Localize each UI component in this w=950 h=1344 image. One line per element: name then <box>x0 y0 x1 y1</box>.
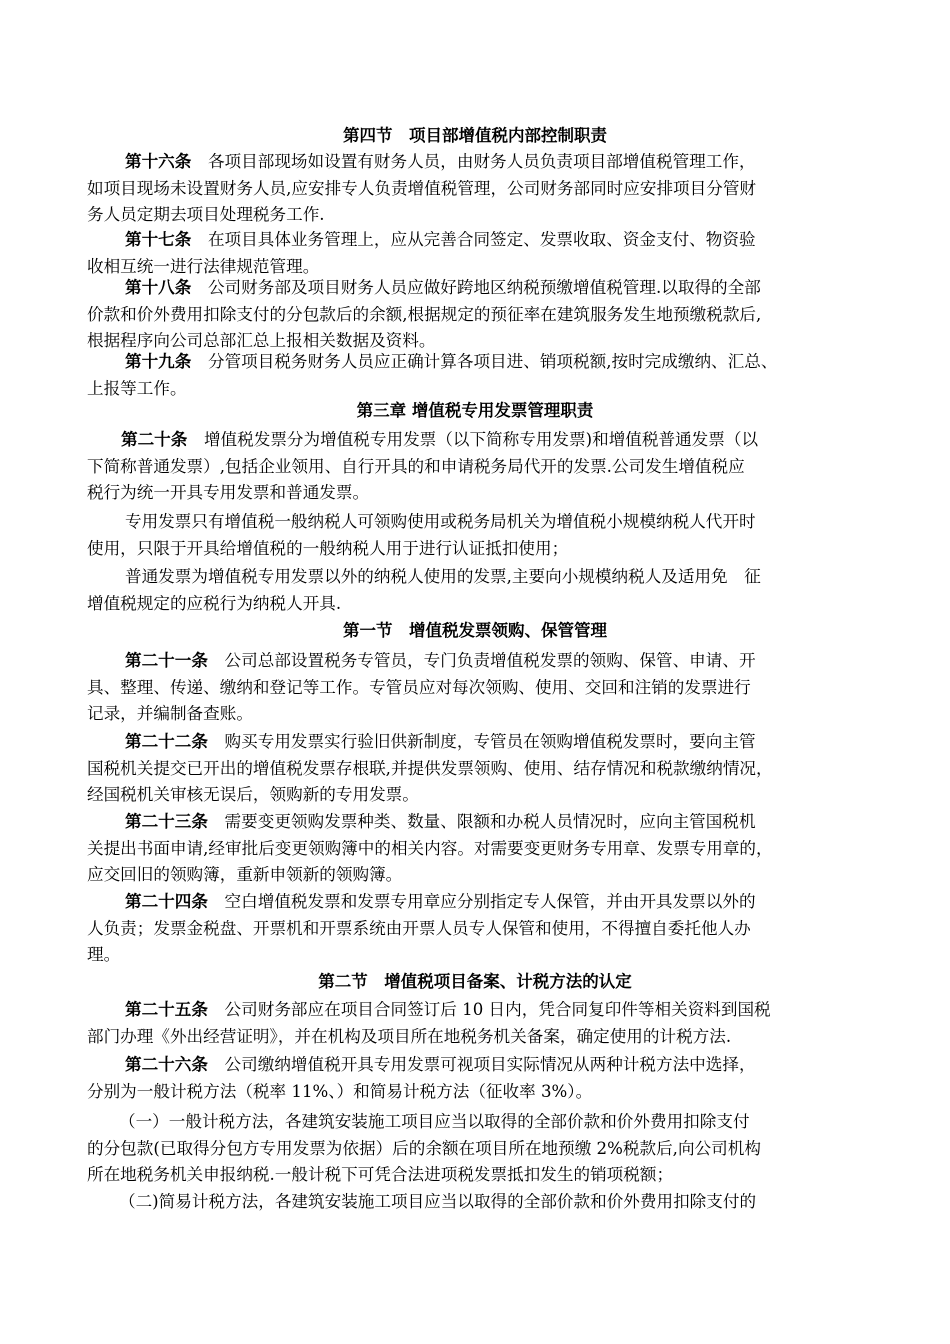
article-label: 第二十二条 <box>125 732 208 751</box>
article-label: 第二十条 <box>121 430 188 449</box>
article-21 <box>87 648 877 728</box>
article-label: 第二十四条 <box>125 892 208 911</box>
article-text: 应交回旧的领购簿，重新申领新的领购簿。 <box>87 865 403 884</box>
article-text: 务人员定期去项目处理税务工作. <box>87 205 325 224</box>
article-label: 第十九条 <box>125 352 192 371</box>
paragraph-ordinary-invoice <box>87 564 877 617</box>
article-label: 第二十一条 <box>125 651 208 670</box>
article-label: 第十七条 <box>125 230 192 249</box>
article-text: 分管项目税务财务人员应正确计算各项目进、销项税额,按时完成缴纳、汇总、 <box>191 352 778 371</box>
article-text: 上报等工作。 <box>87 378 187 398</box>
article-text: 分别为一般计税方法（税率 11%、）和简易计税方法（征收率 3%）。 <box>87 1081 593 1101</box>
article-text: 购买专用发票实行验旧供新制度，专管员在领购增值税发票时，要向主管 <box>207 732 756 751</box>
paragraph-general-method <box>87 1109 877 1189</box>
article-text: 各项目部现场如设置有财务人员，由财务人员负责项目部增值税管理工作， <box>191 152 756 171</box>
article-text: 记录，并编制备查账。 <box>87 704 253 723</box>
article-text: 部门办理《外出经营证明》，并在机构及项目所在地税务机关备案，确定使用的计税方法. <box>87 1026 732 1046</box>
paragraph-text: 的分包款(已取得分包方专用发票为依据）后的余额在项目所在地预缴 2%税款后,向公司机构 <box>87 1138 761 1158</box>
article-24 <box>87 889 877 969</box>
article-text: 国税机关提交已开出的增值税发票存根联,并提供发票领购、使用、结存情况和税款缴纳情况， <box>87 758 773 778</box>
article-26 <box>87 1052 877 1105</box>
article-label: 第十八条 <box>125 278 192 297</box>
article-text: 关提出书面申请,经审批后变更领购簿中的相关内容。对需要变更财务专用章、发票专用章的， <box>87 838 773 858</box>
article-17 <box>87 227 877 280</box>
section-heading: 第一节 增值税发票领购、保管管理 <box>343 621 607 640</box>
article-text: 公司总部设置税务专管员，专门负责增值税发票的领购、保管、申请、开 <box>207 651 756 670</box>
article-label: 第二十五条 <box>125 1000 208 1019</box>
article-text: 价款和价外费用扣除支付的分包款后的余额,根据规定的预征率在建筑服务发生地预缴税款后, <box>87 304 762 324</box>
article-16 <box>87 149 877 229</box>
paragraph-text: 使用，只限于开具给增值税的一般纳税人用于进行认证抵扣使用； <box>87 538 569 558</box>
article-text: 需要变更领购发票种类、数量、限额和办税人员情况时，应向主管国税机 <box>207 812 756 831</box>
paragraph-text: 普通发票为增值税专用发票以外的纳税人使用的发票,主要向小规模纳税人及适用免 征 <box>125 567 761 586</box>
article-text: 根据程序向公司总部汇总上报相关数据及资料。 <box>87 331 436 350</box>
paragraph-text: （二)简易计税方法，各建筑安装施工项目应当以取得的全部价款和价外费用扣除支付的 <box>119 1192 757 1211</box>
article-text: 如项目现场未设置财务人员,应安排专人负责增值税管理，公司财务部同时应安排项目分管财 <box>87 178 757 198</box>
paragraph-special-invoice <box>87 509 877 562</box>
article-text: 公司缴纳增值税开具专用发票可视项目实际情况从两种计税方法中选择， <box>207 1055 756 1074</box>
paragraph-simple-method <box>87 1189 877 1216</box>
article-text: 经国税机关审核无误后，领购新的专用发票。 <box>87 785 419 804</box>
article-text: 增值税发票分为增值税专用发票（以下简称专用发票)和增值税普通发票（以 <box>187 430 759 449</box>
article-label: 第二十三条 <box>125 812 208 831</box>
article-text: 空白增值税发票和发票专用章应分别指定专人保管，并由开具发票以外的 <box>207 892 756 911</box>
paragraph-text: 专用发票只有增值税一般纳税人可领购使用或税务局机关为增值税小规模纳税人代开时 <box>125 512 756 531</box>
article-text: 具、整理、传递、缴纳和登记等工作。专管员应对每次领购、使用、交回和注销的发票进行 <box>87 677 751 697</box>
article-text: 公司财务部应在项目合同签订后 10 日内，凭合同复印件等相关资料到国税 <box>207 1000 771 1019</box>
article-label: 第十六条 <box>125 152 192 171</box>
article-label: 第二十六条 <box>125 1055 208 1074</box>
article-text: 收相互统一进行法律规范管理。 <box>87 256 320 276</box>
paragraph-text: 增值税规定的应税行为纳税人开具. <box>87 593 342 613</box>
article-19 <box>87 349 877 402</box>
article-text: 在项目具体业务管理上，应从完善合同签定、发票收取、资金支付、物资验 <box>191 230 756 249</box>
article-text: 下简称普通发票）,包括企业领用、自行开具的和申请税务局代开的发票.公司发生增值税应 <box>87 456 745 476</box>
chapter-heading: 第三章 增值税专用发票管理职责 <box>356 401 594 420</box>
article-25 <box>87 997 877 1050</box>
article-22 <box>87 729 877 809</box>
paragraph-text: （一）一般计税方法，各建筑安装施工项目应当以取得的全部价款和价外费用扣除支付 <box>119 1112 750 1131</box>
section-heading: 第二节 增值税项目备案、计税方法的认定 <box>318 972 632 991</box>
article-text: 公司财务部及项目财务人员应做好跨地区纳税预缴增值税管理.以取得的全部 <box>191 278 761 297</box>
section-heading: 第四节 项目部增值税内部控制职责 <box>343 126 607 145</box>
article-text: 税行为统一开具专用发票和普通发票。 <box>87 483 370 502</box>
article-text: 理。 <box>87 945 121 964</box>
article-text: 人负责；发票金税盘、开票机和开票系统由开票人员专人保管和使用，不得擅自委托他人办 <box>87 918 751 938</box>
article-23 <box>87 809 877 889</box>
article-20 <box>87 427 877 507</box>
paragraph-text: 所在地税务机关申报纳税.一般计税下可凭合法进项税发票抵扣发生的销项税额； <box>87 1165 674 1184</box>
article-18 <box>87 275 877 355</box>
